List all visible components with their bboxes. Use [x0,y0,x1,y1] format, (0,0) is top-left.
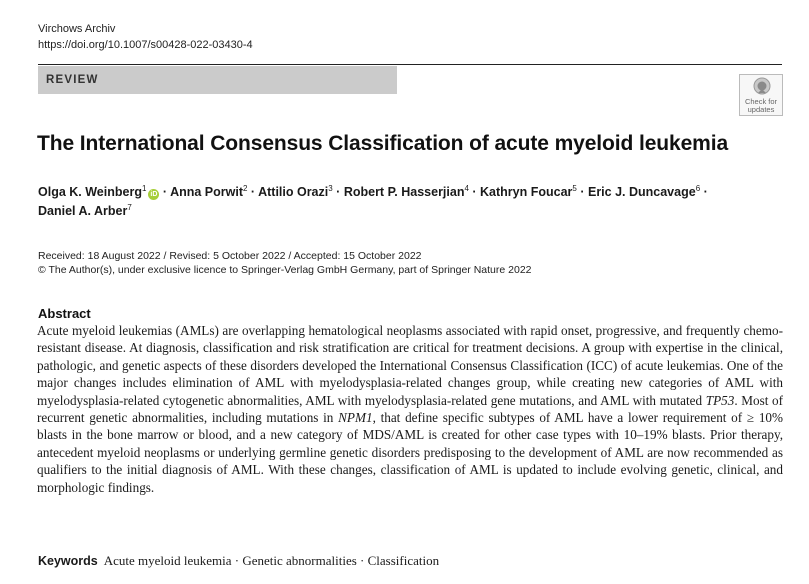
gene-name: TP53 [705,392,735,408]
check-for-updates-icon [753,77,771,97]
gene-name: NPM1 [338,410,373,426]
author[interactable]: Olga K. Weinberg$^1$ [38,183,147,199]
author-list: Olga K. Weinberg$^1$iD · Anna Porwit$^2$ · Attilio Orazi$^3$ · Robert P. Hasserjian$^4$ · Kathryn Foucar$^5$ · Eric J. Duncavage$^6$ · Daniel A. Arber$^7$ [38,183,708,218]
orcid-icon[interactable]: iD [150,191,158,198]
article-type-label: REVIEW [46,74,99,86]
doi-link[interactable]: https://doi.org/10.1007/s00428-022-03430-4 [38,39,253,51]
keywords-text: Acute myeloid leukemia · Genetic abnormalities · Classification [103,553,440,568]
check-for-updates-button[interactable] [739,74,783,116]
keywords [38,552,439,570]
article-title: The International Consensus Classification of acute myeloid leukemia [37,132,729,155]
article-type-banner [38,66,397,94]
abstract-text: Acute myeloid leukemias (AMLs) are overlapping hematological neoplasms associated with rapid onset, progressive, and frequently chemo-resistant disease. At diagnosis, classification and risk stratification are critical for treatment decisions. A group with expertise in the clinical, pathologic, and genetic aspects of these disorders developed the International Consensus Classification (ICC) of acute leukemias. One of the major changes includes elimination of AML with myelodysplasia-related changes group, while creating new categories of AML with myelodysplasia-related cytogenetic abnormalities, AML with myelodysplasia-related gene mutations, and AML with mutated TP53. Most of recurrent genetic abnormalities, including mutations in NPM1, that define specific subtypes of AML have a lower requirement of ≥ 10% blasts in the bone marrow or blood, and a new category of MDS/AML is created for other case types with 10–19% blasts. Prior therapy, antecedent myeloid neoplasms or underlying germline genetic disorders predisposing to the development of AML are now recommended as qualifiers to the initial diagnosis of AML. With these changes, classification of AML is updated to include evolving genetic, clinical, and morphologic findings. [37,323,783,495]
publication-dates: Received: 18 August 2022 / Revised: 5 October 2022 / Accepted: 15 October 2022 [38,250,422,262]
author[interactable]: Daniel A. Arber$^7$ [38,202,132,218]
abstract-heading: Abstract [38,306,91,321]
author[interactable]: Kathryn Foucar$^5$ [480,183,577,199]
check-for-updates-line2: updates [747,105,775,114]
journal-name: Virchows Archiv [38,23,116,35]
check-for-updates-line1: Check for [744,97,778,106]
header-rule [38,64,782,65]
copyright-notice: © The Author(s), under exclusive licence to Springer-Verlag GmbH Germany, part of Springer Nature 2022 [38,264,532,276]
author[interactable]: Anna Porwit$^2$ [170,183,248,199]
author[interactable]: Robert P. Hasserjian$^4$ [343,183,469,199]
author[interactable]: Attilio Orazi$^3$ [258,183,333,199]
author[interactable]: Eric J. Duncavage$^6$ [587,183,701,199]
keywords-label: Keywords [38,554,98,568]
